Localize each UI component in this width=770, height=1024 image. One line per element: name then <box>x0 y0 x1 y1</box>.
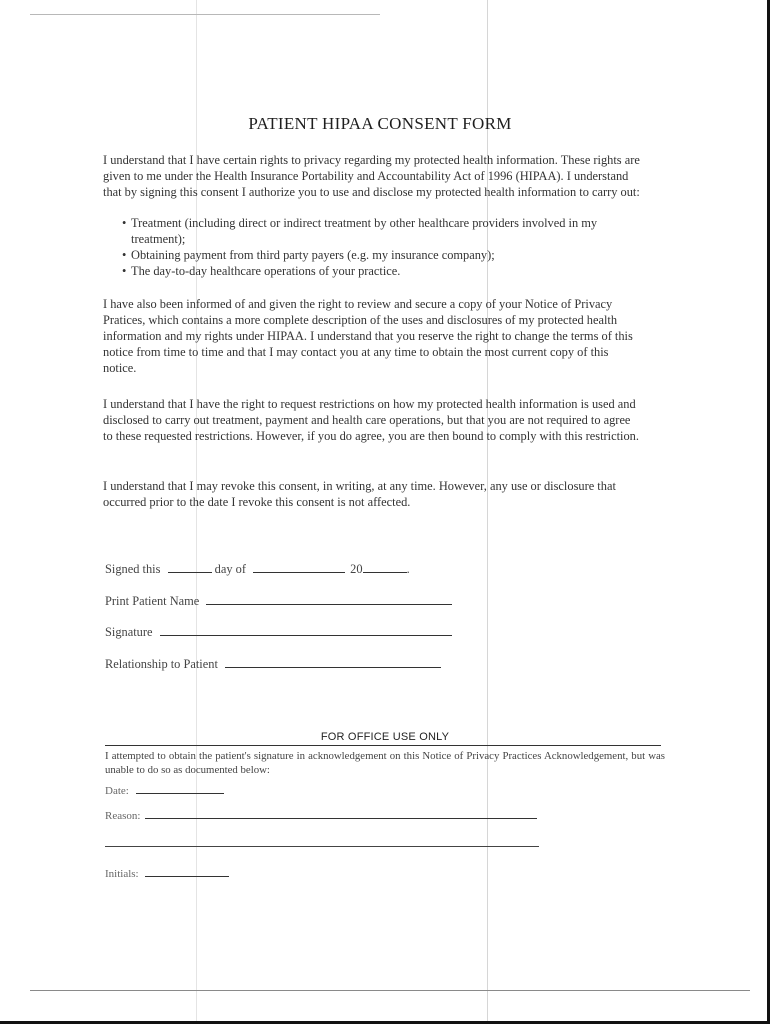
year-prefix: 20 <box>350 562 363 576</box>
office-initials-label: Initials: <box>105 868 139 880</box>
relationship-label: Relationship to Patient <box>105 657 218 671</box>
office-initials-row <box>105 864 229 880</box>
bullet-icon: • <box>122 264 127 278</box>
print-name-field[interactable] <box>206 592 452 605</box>
list-item-text: The day-to-day healthcare operations of your practice. <box>131 264 401 278</box>
list-item-text: Treatment (including direct or indirect treatment by other healthcare providers involved in my treatment); <box>131 216 598 246</box>
scan-top-rule <box>30 14 380 15</box>
day-of-label: day of <box>214 562 246 576</box>
print-name-row <box>105 592 452 609</box>
list-item <box>122 247 642 263</box>
office-use-divider <box>105 745 661 746</box>
bullet-icon: • <box>122 248 127 262</box>
year-field[interactable] <box>363 560 407 573</box>
signed-this-label: Signed this <box>105 562 161 576</box>
intro-paragraph: I understand that I have certain rights to privacy regarding my protected health information. These rights are given to me under the Health Insurance Portability and Accountability Act of 1996 (HIPAA). I understand that by signing this consent I authorize you to use and disclose my protected health information to carry out: <box>103 153 640 199</box>
office-reason-field-line2[interactable] <box>105 846 539 847</box>
office-reason-field[interactable] <box>145 806 537 819</box>
office-date-row <box>105 781 224 797</box>
relationship-row <box>105 655 441 672</box>
print-name-label: Print Patient Name <box>105 594 200 608</box>
month-field[interactable] <box>253 560 345 573</box>
office-reason-row <box>105 806 537 822</box>
signature-field[interactable] <box>160 623 452 636</box>
notice-paragraph: I have also been informed of and given the right to review and secure a copy of your Notice of Privacy Pratices, which contains a more complete description of the uses and disclosures of my protected health information and my rights under HIPAA. I understand that you reserve the right to change the terms of this notice from time to time and that I may contact you at any time to obtain the most current copy of this notice. <box>103 297 633 375</box>
form-title: PATIENT HIPAA CONSENT FORM <box>248 114 512 133</box>
office-date-field[interactable] <box>136 781 224 794</box>
revoke-paragraph: I understand that I may revoke this consent, in writing, at any time. However, any use or disclosure that occurred prior to the date I revoke this consent is not affected. <box>103 479 616 509</box>
signature-label: Signature <box>105 625 153 639</box>
office-date-label: Date: <box>105 785 129 797</box>
relationship-field[interactable] <box>225 655 441 668</box>
office-reason-label: Reason: <box>105 810 141 822</box>
bullet-icon: • <box>122 216 127 230</box>
restrictions-paragraph: I understand that I have the right to request restrictions on how my protected health information is used and disclosed to carry out treatment, payment and health care operations, but that you are not required to agree to these requested restrictions. However, if you do agree, you are then bound to comply with this restriction. <box>103 397 639 443</box>
office-use-heading: FOR OFFICE USE ONLY <box>320 731 450 743</box>
list-item <box>122 215 642 247</box>
list-item-text: Obtaining payment from third party payers (e.g. my insurance company); <box>131 248 495 262</box>
office-use-statement: I attempted to obtain the patient's signature in acknowledgement on this Notice of Privacy Practices Acknowledgement, but was unable to do so as documented below: <box>105 750 665 776</box>
scan-bottom-rule <box>30 990 750 991</box>
signed-date-row <box>105 560 410 577</box>
list-item <box>122 263 642 279</box>
day-field[interactable] <box>168 560 212 573</box>
office-initials-field[interactable] <box>145 864 229 877</box>
date-period: . <box>406 562 410 576</box>
authorized-uses-list <box>122 215 642 279</box>
signature-row <box>105 623 452 640</box>
